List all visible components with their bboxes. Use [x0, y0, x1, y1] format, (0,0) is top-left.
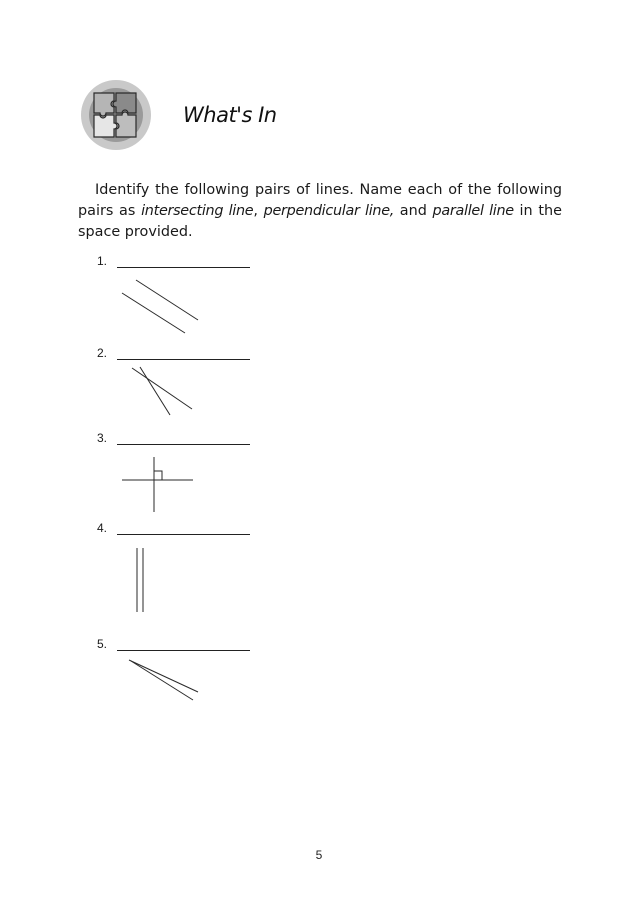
line-b [140, 367, 170, 415]
page-number: 5 [315, 848, 323, 862]
term-parallel: parallel line [432, 203, 514, 219]
question-number: 1. [97, 254, 108, 268]
right-angle-mark [154, 471, 162, 480]
question-item-3 [97, 431, 250, 445]
question-number: 4. [97, 521, 108, 535]
figure-3-perpendicular-lines [122, 457, 193, 512]
question-number: 2. [97, 346, 108, 360]
answer-blank-4[interactable] [117, 521, 250, 535]
question-item-1 [97, 254, 250, 268]
question-item-4 [97, 521, 250, 535]
separator: and [394, 203, 433, 219]
figure-4-parallel-lines [137, 548, 143, 612]
question-item-5 [97, 637, 250, 651]
term-perpendicular: perpendicular line, [263, 203, 395, 219]
figure-5-intersecting-lines [129, 660, 198, 700]
instructions-paragraph [78, 180, 562, 243]
line-b [122, 293, 185, 333]
answer-blank-3[interactable] [117, 431, 250, 445]
term-intersecting: intersecting line [141, 203, 254, 219]
answer-blank-5[interactable] [117, 637, 250, 651]
figure-2-intersecting-lines [132, 367, 192, 415]
line-a [136, 280, 198, 320]
question-number: 3. [97, 431, 108, 445]
line-a [132, 368, 192, 409]
answer-blank-1[interactable] [117, 254, 250, 268]
figure-1-parallel-lines [122, 280, 198, 333]
instructions-text: Identify the following pairs of lines. Name each of the following pairs as [78, 182, 562, 219]
question-number: 5. [97, 637, 108, 651]
line-b [131, 661, 193, 700]
line-a [129, 660, 198, 692]
section-title: What's In [183, 103, 277, 127]
instructions-text-end: in the space provided. [78, 203, 562, 240]
separator: , [253, 203, 264, 219]
answer-blank-2[interactable] [117, 346, 250, 360]
question-item-2 [97, 346, 250, 360]
puzzle-icon [80, 79, 152, 151]
